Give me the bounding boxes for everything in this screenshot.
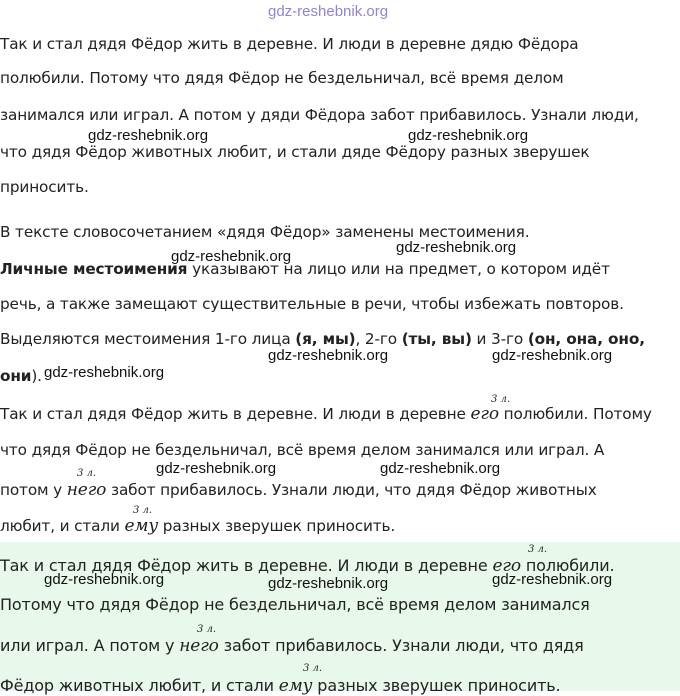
pronoun-label: 3 л. bbox=[197, 624, 217, 635]
watermark: gdz-reshebnik.org bbox=[396, 239, 517, 256]
answer-pronoun-emu: ему bbox=[278, 676, 313, 696]
t4-second-person: (ты, вы) bbox=[401, 330, 472, 348]
p2-l4-a: любит, и стали bbox=[0, 517, 125, 535]
a-l1-a: Так и стал дядя Фёдор жить в деревне. И люди в деревне bbox=[0, 556, 493, 575]
t5-bold: они bbox=[0, 367, 32, 385]
pronoun-ego: его bbox=[470, 404, 499, 424]
theory-line-3: речь, а также замещают существительные в речи, чтобы избежать повторов. bbox=[0, 295, 624, 313]
watermark: gdz-reshebnik.org bbox=[492, 347, 613, 364]
a-l1-b: полюбили. bbox=[520, 556, 615, 575]
answer-pronoun-ego: его bbox=[492, 556, 521, 576]
p1-line-3: занимался или играл. А потом у дяди Фёдора забот прибавилось. Узнали люди, bbox=[0, 106, 639, 124]
pronoun-label: 3 л. bbox=[528, 544, 548, 555]
p2-l1-a: Так и стал дядя Фёдор жить в деревне. И люди в деревне bbox=[0, 405, 471, 423]
theory-line-5 bbox=[0, 367, 42, 385]
theory-line-2-rest: указывают на лицо или на предмет, о котором идёт bbox=[187, 260, 610, 278]
pronoun-emu: ему bbox=[124, 516, 159, 536]
watermark: gdz-reshebnik.org bbox=[44, 571, 165, 588]
a-l4-a: Фёдор животных любит, и стали bbox=[0, 676, 279, 695]
watermark: gdz-reshebnik.org bbox=[268, 575, 389, 592]
theory-line-1: В тексте словосочетанием «дядя Фёдор» заменены местоимения. bbox=[0, 223, 530, 241]
t4-third-person: (он, она, оно, bbox=[527, 330, 645, 348]
watermark: gdz-reshebnik.org bbox=[268, 347, 389, 364]
watermark: gdz-reshebnik.org bbox=[492, 571, 613, 588]
p2-l1-b: полюбили. Потому bbox=[498, 405, 652, 423]
watermark: gdz-reshebnik.org bbox=[380, 460, 501, 477]
watermark-top: gdz-reshebnik.org bbox=[268, 3, 389, 20]
p2-line-4 bbox=[0, 516, 395, 536]
pronoun-label: 3 л. bbox=[77, 468, 97, 479]
p2-l3-b: забот прибавилось. Узнали люди, что дядя Фёдор животных bbox=[106, 481, 597, 499]
pronoun-label: 3 л. bbox=[133, 505, 153, 516]
p1-line-4: что дядя Фёдор животных любит, и стали дяде Фёдору разных зверушек bbox=[0, 143, 590, 161]
watermark: gdz-reshebnik.org bbox=[156, 460, 277, 477]
watermark: gdz-reshebnik.org bbox=[171, 248, 292, 265]
answer-line-3 bbox=[0, 636, 584, 656]
p2-line-3 bbox=[0, 480, 597, 500]
p2-line-1 bbox=[0, 404, 652, 424]
answer-line-4 bbox=[0, 676, 560, 696]
t4-c: , 2-го bbox=[355, 330, 402, 348]
watermark: gdz-reshebnik.org bbox=[88, 127, 209, 144]
theory-line-4 bbox=[0, 330, 645, 348]
theory-line-2 bbox=[0, 260, 610, 278]
a-l3-a: или играл. А потом у bbox=[0, 636, 180, 655]
t4-d: и 3-го bbox=[471, 330, 528, 348]
answer-line-2: Потому что дядя Фёдор не бездельничал, всё время делом занимался bbox=[0, 595, 590, 614]
watermark: gdz-reshebnik.org bbox=[408, 127, 529, 144]
p1-line-2: полюбили. Потому что дядя Фёдор не бездельничал, всё время делом bbox=[0, 69, 564, 87]
pronoun-nego: него bbox=[66, 480, 107, 500]
term-personal-pronouns: Личные местоимения bbox=[0, 260, 188, 278]
p1-line-5: приносить. bbox=[0, 178, 89, 196]
p2-line-2: что дядя Фёдор не бездельничал, всё время делом занимался или играл. А bbox=[0, 441, 605, 459]
p1-line-1: Так и стал дядя Фёдор жить в деревне. И люди в деревне дядю Фёдора bbox=[0, 35, 579, 53]
pronoun-label: 3 л. bbox=[491, 394, 511, 405]
a-l4-b: разных зверушек приносить. bbox=[312, 676, 561, 695]
t5-rest: ). bbox=[31, 367, 42, 385]
answer-pronoun-nego: него bbox=[179, 636, 219, 656]
p2-l4-b: разных зверушек приносить. bbox=[158, 517, 396, 535]
pronoun-label: 3 л. bbox=[303, 663, 323, 674]
a-l3-b: забот прибавилось. Узнали люди, что дядя bbox=[218, 636, 584, 655]
t4-a: Выделяются местоимения 1-го лица bbox=[0, 330, 296, 348]
p2-l3-a: потом у bbox=[0, 481, 67, 499]
watermark: gdz-reshebnik.org bbox=[44, 364, 165, 381]
t4-first-person: (я, мы) bbox=[295, 330, 356, 348]
